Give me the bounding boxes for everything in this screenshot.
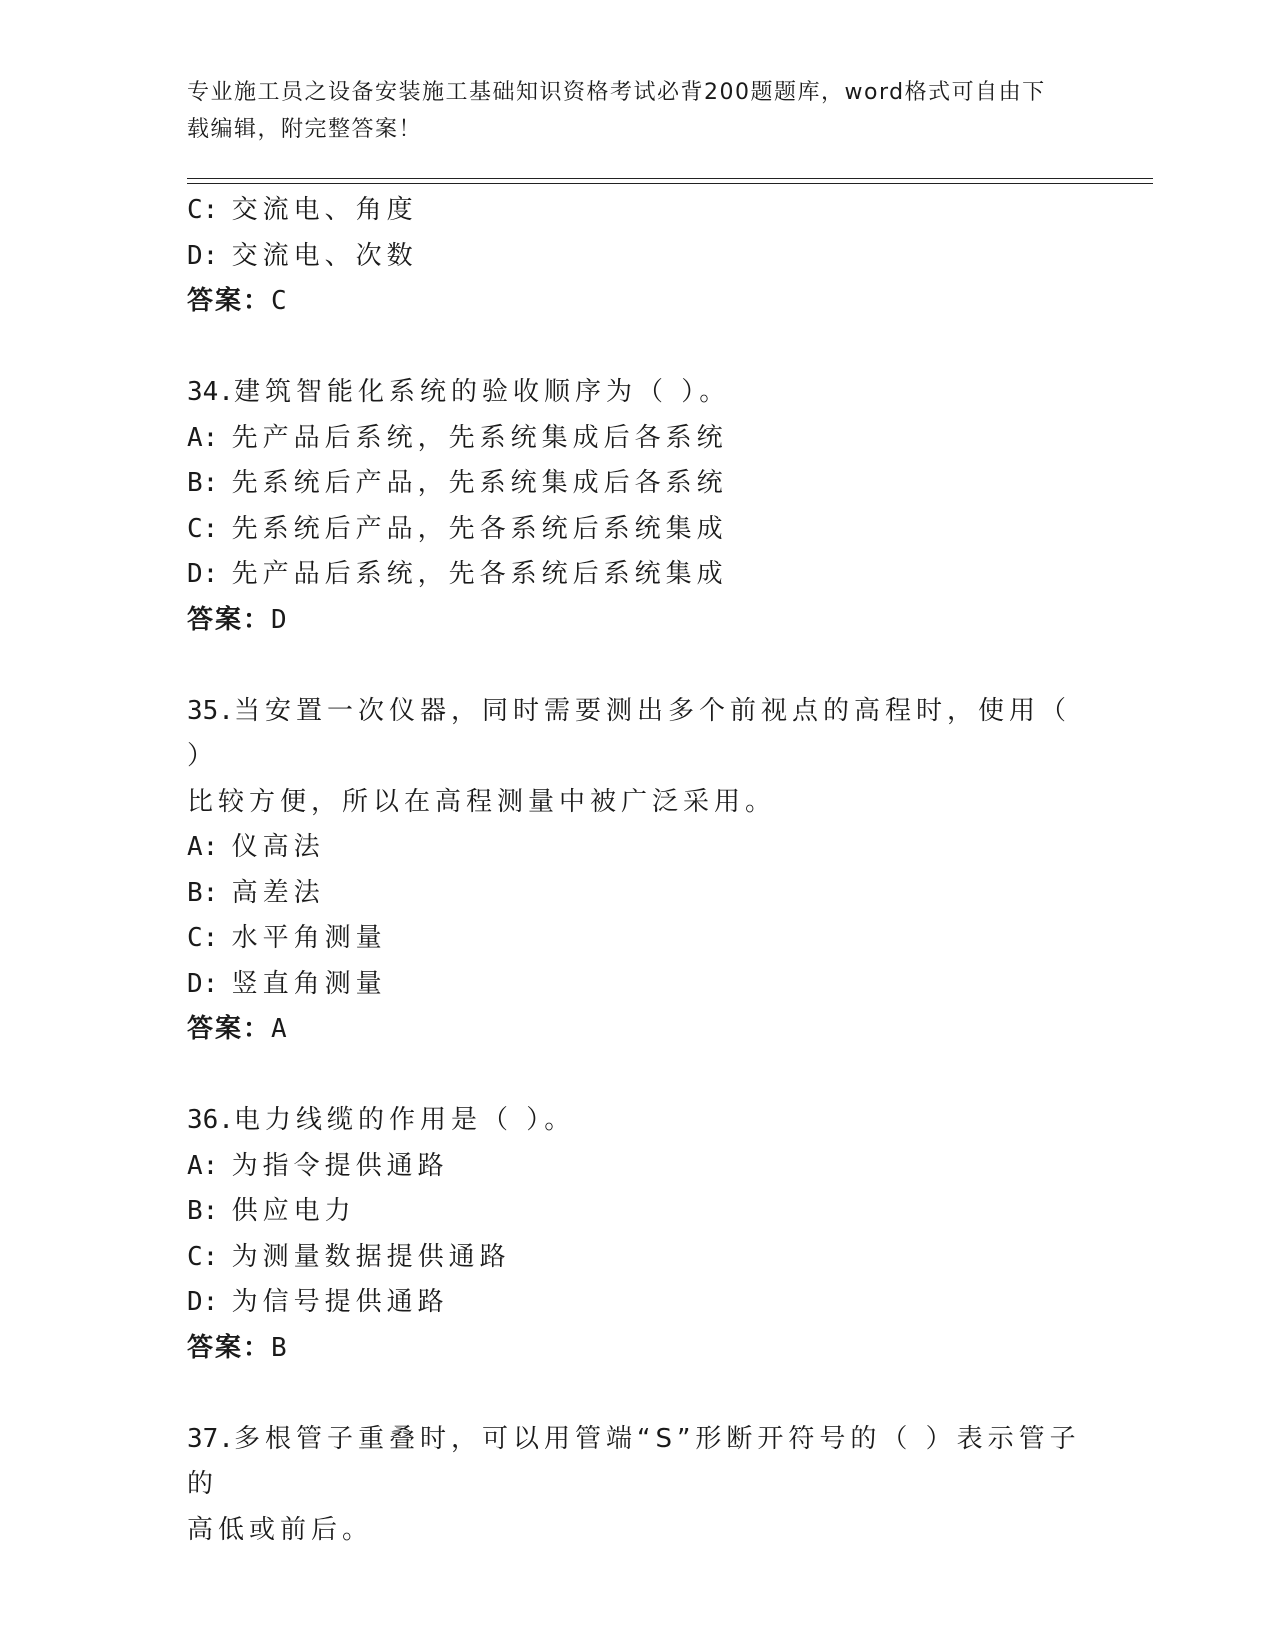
question-text-line2: 高低或前后。: [187, 1514, 374, 1545]
option-letter: D:: [187, 240, 219, 271]
option-text: 高差法: [231, 877, 325, 908]
option-line: [187, 962, 1087, 1008]
question-block-34: [187, 370, 1087, 643]
question-number: 34.: [187, 377, 234, 407]
question-number: 37.: [187, 1423, 234, 1454]
option-text: 交流电、次数: [231, 240, 418, 271]
option-text: 供应电力: [231, 1196, 356, 1226]
option-letter: C:: [187, 1241, 219, 1272]
option-text: 先系统后产品，先系统集成后各系统: [231, 468, 728, 498]
question-text-line2: 比较方便，所以在高程测量中被广泛采用。: [187, 786, 777, 817]
question-stem: [187, 689, 1087, 780]
answer-value: D: [271, 604, 289, 635]
option-letter: B:: [187, 468, 219, 498]
option-text: 为信号提供通路: [231, 1287, 449, 1317]
option-text: 交流电、角度: [231, 195, 418, 225]
answer-label: 答案：: [187, 286, 272, 316]
question-stem-continued: [187, 780, 1087, 826]
option-line: [187, 1144, 1087, 1190]
option-text: 先产品后系统，先各系统后系统集成: [231, 559, 728, 589]
option-line: [187, 825, 1087, 871]
option-line: [187, 461, 1087, 507]
option-line: [187, 552, 1087, 598]
option-text: 竖直角测量: [231, 968, 387, 999]
answer-line: [187, 598, 1087, 644]
option-text: 为测量数据提供通路: [231, 1241, 511, 1272]
document-header: [187, 74, 1067, 148]
answer-line: [187, 1326, 1087, 1372]
answer-value: C: [271, 286, 289, 316]
option-line: [187, 188, 1087, 234]
answer-value: B: [271, 1332, 289, 1363]
option-text: 先产品后系统，先系统集成后各系统: [231, 422, 728, 453]
option-text: 仪高法: [231, 832, 325, 862]
header-divider-bottom: [187, 183, 1153, 184]
question-stem-continued: [187, 1508, 1087, 1554]
question-number: 35.: [187, 695, 234, 726]
option-letter: C:: [187, 195, 219, 225]
question-block-37: [187, 1417, 1087, 1554]
option-line: [187, 871, 1087, 917]
option-letter: C:: [187, 923, 219, 953]
question-text-line1: 当安置一次仪器，同时需要测出多个前视点的高程时，使用（ ）: [187, 695, 1071, 771]
option-text: 水平角测量: [231, 923, 387, 953]
answer-label: 答案：: [187, 604, 272, 635]
question-text: 电力线缆的作用是（ ）。: [233, 1105, 576, 1135]
answer-line: [187, 279, 1087, 325]
option-letter: D:: [187, 559, 219, 589]
header-text: 专业施工员之设备安装施工基础知识资格考试必背200题题库，word格式可自由下载编辑，附完整答案！: [187, 80, 1046, 142]
option-line: [187, 1235, 1087, 1281]
option-line: [187, 507, 1087, 553]
question-stem: [187, 1417, 1087, 1508]
question-text: 建筑智能化系统的验收顺序为（ ）。: [233, 377, 731, 407]
question-number: 36.: [187, 1105, 234, 1135]
question-block-36: [187, 1098, 1087, 1371]
option-line: [187, 234, 1087, 280]
option-letter: A:: [187, 422, 219, 453]
question-text-line1: 多根管子重叠时，可以用管端“S”形断开符号的（ ）表示管子的: [187, 1423, 1081, 1499]
option-text: 先系统后产品，先各系统后系统集成: [231, 513, 728, 544]
option-letter: D:: [187, 1287, 219, 1317]
answer-label: 答案：: [187, 1332, 272, 1363]
option-line: [187, 916, 1087, 962]
option-letter: B:: [187, 877, 219, 908]
question-stem: [187, 370, 1087, 416]
option-letter: C:: [187, 513, 219, 544]
option-text: 为指令提供通路: [231, 1150, 449, 1181]
answer-value: A: [271, 1014, 289, 1044]
question-block-previous: [187, 188, 1087, 325]
header-divider-top: [187, 178, 1153, 179]
option-letter: B:: [187, 1196, 219, 1226]
option-letter: D:: [187, 968, 219, 999]
question-block-35: [187, 689, 1087, 1053]
answer-label: 答案：: [187, 1014, 272, 1044]
option-line: [187, 1280, 1087, 1326]
question-stem: [187, 1098, 1087, 1144]
option-letter: A:: [187, 832, 219, 862]
answer-line: [187, 1007, 1087, 1053]
option-line: [187, 1189, 1087, 1235]
option-line: [187, 416, 1087, 462]
question-list: [187, 188, 1087, 1553]
option-letter: A:: [187, 1150, 219, 1181]
